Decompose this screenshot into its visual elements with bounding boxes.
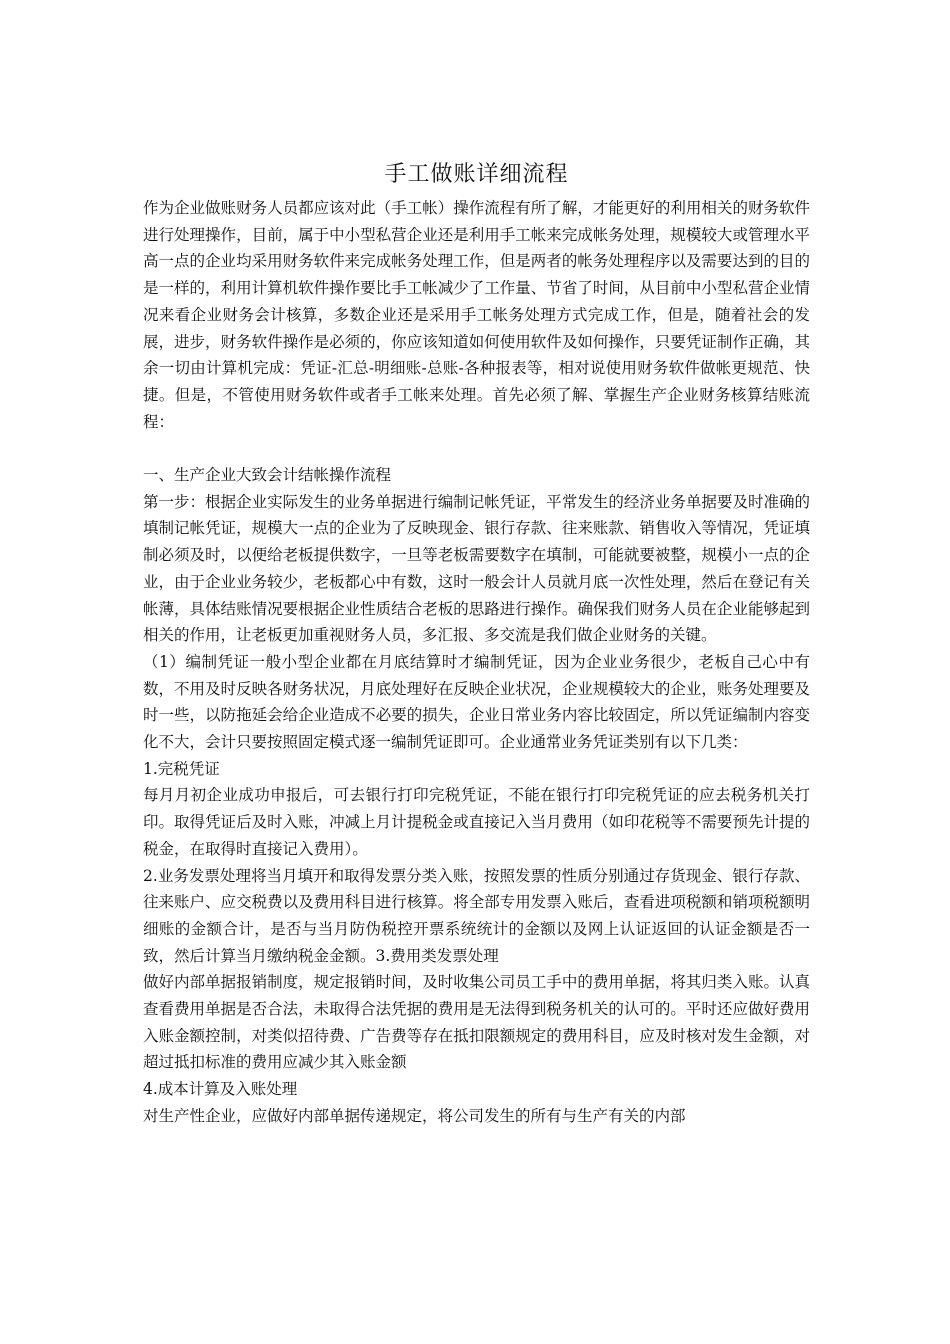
expense-paragraph: 做好内部单据报销制度，规定报销时间，及时收集公司员工手中的费用单据，将其归类入账。认真查看费用单据是否合法，未取得合法凭据的费用是无法得到税务机关的认可的。平时还应做好费用入账金额控制，对类似招待费、广告费等存在抵扣限额规定的费用科目，应及时核对发生金额，对超过抵扣标准的费用应减少其入账金额	[143, 973, 810, 1072]
tax-voucher-paragraph: 每月月初企业成功申报后，可去银行打印完税凭证，不能在银行打印完税凭证的应去税务机关打印。取得凭证后及时入账，冲减上月计提税金或直接记入当月费用（如印花税等不需要预先计提的税金，在取得时直接记入费用）。	[143, 786, 810, 858]
blank-line	[143, 435, 810, 462]
document-page	[143, 155, 810, 1130]
item-heading-tax-voucher: 1.完税凭证	[143, 759, 220, 778]
cost-paragraph: 对生产性企业，应做好内部单据传递规定，将公司发生的所有与生产有关的内部	[143, 1106, 686, 1125]
voucher-paragraph: （1）编制凭证一般小型企业都在月底结算时才编制凭证，因为企业业务很少，老板自己心中有数，不用及时反映各财务状况，月底处理好在反映企业状况，企业规模较大的企业，账务处理要及时一些，以防拖延会给企业造成不必要的损失，企业日常业务内容比较固定，所以凭证编制内容变化不大，会计只要按照固定模式逐一编制凭证即可。企业通常业务凭证类别有以下几类：	[143, 652, 810, 752]
document-title: 手工做账详细流程	[384, 162, 569, 187]
item-heading-cost: 4.成本计算及入账处理	[143, 1080, 298, 1099]
section-heading: 一、生产企业大致会计结帐操作流程	[143, 466, 392, 485]
step-one-paragraph: 第一步：根据企业实际发生的业务单据进行编制记帐凭证，平常发生的经济业务单据要及时准确的填制记帐凭证，规模大一点的企业为了反映现金、银行存款、往来账款、销售收入等情况，凭证填制必须及时，以便给老板提供数字，一旦等老板需要数字在填制，可能就要被整，规模小一点的企业，由于企业业务较少，老板都心中有数，这时一般会计人员就月底一次性处理，然后在登记有关帐薄，具体结账情况要根据企业性质结合老板的思路进行操作。确保我们财务人员在企业能够起到相关的作用，让老板更加重视财务人员，多汇报、多交流是我们做企业财务的关键。	[143, 492, 810, 645]
intro-paragraph: 作为企业做账财务人员都应该对此（手工帐）操作流程有所了解，才能更好的利用相关的财务软件进行处理操作，目前，属于中小型私营企业还是利用手工帐来完成帐务处理，规模较大或管理水平高一点的企业均采用财务软件来完成帐务处理工作，但是两者的帐务处理程序以及需要达到的目的是一样的，利用计算机软件操作要比手工帐减少了工作量、节省了时间，从目前中小型私营企业情况来看企业财务会计核算，多数企业还是采用手工帐务处理方式完成工作，但是，随着社会的发展，进步，财务软件操作是必须的，你应该知道如何使用软件及如何操作，只要凭证制作正确，其余一切由计算机完成：凭证-汇总-明细账-总账-各种报表等，相对说使用财务软件做帐更规范、快捷。但是，不管使用财务软件或者手工帐来处理。首先必须了解、掌握生产企业财务核算结账流程：	[143, 199, 810, 431]
invoice-paragraph: 2.业务发票处理将当月填开和取得发票分类入账，按照发票的性质分别通过存货现金、银行存款、往来账户、应交税费以及费用科目进行核算。将全部专用发票入账后，查看进项税额和销项税额明细账的金额合计，是否与当月防伪税控开票系统统计的金额以及网上认证返回的认证金额是否一致，然后计算当月缴纳税金金额。3.费用类发票处理	[143, 866, 810, 965]
